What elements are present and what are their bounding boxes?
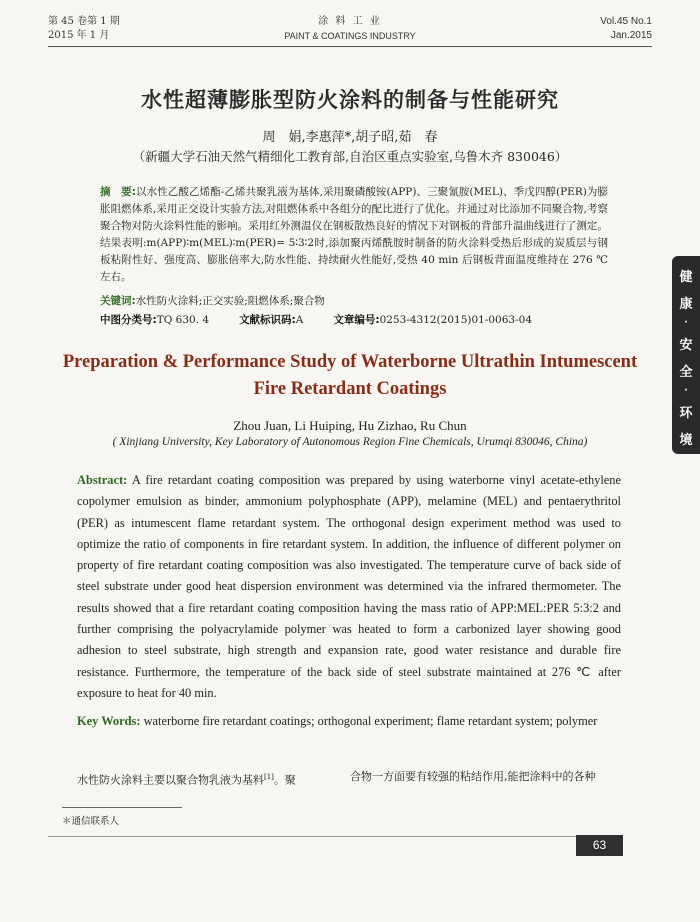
abstract-en-text: A fire retardant coating composition was prepared by using waterborne vinyl acetate-ethylene copolymer emulsion as binder, ammonium polyphosphate (APP), melamine (MEL) and pentaerythritol (PER) as intumescent flame retardant system. The orthogonal design experiment method was used to optimize the ratio of components in fire retardant system. In addition, the influence of different polymer on property of fire retardant coating composition was also investigated. The temperature curve of back side of steel substrate under good heat dispersion environment was determined via the infrared thermometer. The results showed that a fire retardant coating composition having the mass ratio of APP:MEL:PER 5:3:2 and further comprising the polyacrylamide polymer was heated to form a carbonized layer showing good adhesion to steel substrate, high strength and expansion rate, good water resistance and durable fire resistance. Furthermore, the temperature of the back side of steel substrate maintained at 276 ℃ after exposure to heat for 40 min.	[77, 473, 621, 700]
affiliation-en: ( Xinjiang University, Key Laboratory of Autonomous Region Fine Chemicals, Urumqi 830046, China)	[112, 436, 588, 448]
side-tab-char: 全	[679, 365, 693, 380]
affiliation-cn: （新疆大学石油天然气精细化工教育部,自治区重点实验室,乌鲁木齐 830046）	[132, 149, 568, 164]
body-right-column	[350, 769, 596, 785]
side-tab-char: 安	[679, 338, 693, 353]
authors-en: Zhou Juan, Li Huiping, Hu Zizhao, Ru Chun	[233, 418, 467, 433]
title-cn: 水性超薄膨胀型防火涂料的制备与性能研究	[141, 88, 559, 112]
keywords-cn-label: 关键词:	[100, 295, 136, 307]
body-left-text: 水性防火涂料主要以聚合物乳液为基料	[77, 773, 264, 787]
keywords-en	[77, 711, 621, 732]
page-rule	[48, 836, 623, 837]
page-number: 63	[576, 835, 623, 856]
keywords-en-label: Key Words:	[77, 714, 141, 728]
doc-code-value: A	[295, 314, 304, 326]
body-left-tail: 。聚	[273, 773, 296, 787]
article-no-value: 0253-4312(2015)01-0063-04	[379, 314, 533, 326]
body-left-column	[77, 769, 296, 789]
abstract-cn	[100, 184, 608, 286]
side-tab-char: 环	[679, 406, 693, 421]
side-tab-char: 健	[679, 270, 693, 285]
clc-label: 中图分类号:	[100, 314, 157, 326]
classification-row	[100, 312, 608, 329]
side-tab-char: 康	[679, 297, 693, 312]
side-tab-dot: ·	[684, 318, 688, 328]
side-tab-char: 境	[679, 433, 693, 448]
side-tab-health-safety-environment	[672, 256, 700, 454]
article-no-label: 文章编号:	[333, 314, 380, 326]
abstract-cn-label: 摘 要:	[100, 186, 136, 198]
keywords-en-text: waterborne fire retardant coatings; orthogonal experiment; flame retardant system; polymer	[143, 714, 598, 728]
abstract-cn-text: 以水性乙酸乙烯酯-乙烯共聚乳液为基体,采用聚磷酸铵(APP)、三聚氰胺(MEL)、季戊四醇(PER)为膨胀阻燃体系,采用正交设计实验方法,对阻燃体系中各组分的配比进行了优化。并通过对比添加不同聚合物,考察聚合物对防火涂料性能的影响。采用红外测温仪在钢板散热良好的情况下对钢板的背部升温曲线进行了测定。结果表明:m(APP)∶m(MEL)∶m(PER)= 5∶3∶2时,添加聚丙烯酰胺时制备的防火涂料受热后形成的炭质层与钢板粘附性好、强度高、膨胀倍率大,防水性能、持续耐火性能好,受热 40 min 后钢板背面温度维持在 276 ℃左右。	[100, 186, 608, 283]
footnote-divider	[62, 807, 182, 808]
abstract-en-label: Abstract:	[77, 473, 128, 487]
header-volume-cn: 第 45 卷第 1 期 2015 年 1 月	[48, 16, 120, 41]
title-en: Preparation & Performance Study of Waterborne Ultrathin Intumescent Fire Retardant Coatings	[62, 352, 638, 399]
clc-value: TQ 630. 4	[156, 314, 210, 326]
header-divider	[48, 46, 652, 47]
doc-code-label: 文献标识码:	[239, 314, 296, 326]
header-journal: 涂 料 工 业 PAINT & COATINGS INDUSTRY	[284, 16, 416, 41]
abstract-en	[77, 470, 621, 704]
keywords-cn	[100, 293, 608, 310]
footnote: ＊通信联系人	[62, 816, 120, 827]
side-tab-dot: ·	[684, 386, 688, 396]
body-left-ref[interactable]: [1]	[264, 773, 274, 781]
header-volume-en: Vol.45 No.1 Jan.2015	[600, 16, 652, 41]
keywords-cn-text: 水性防火涂料;正交实验;阻燃体系;聚合物	[135, 295, 325, 307]
body-right-text: 合物一方面要有较强的粘结作用,能把涂料中的各种	[350, 770, 596, 783]
authors-cn: 周 娟,李惠萍*,胡子昭,茹 春	[262, 130, 438, 145]
